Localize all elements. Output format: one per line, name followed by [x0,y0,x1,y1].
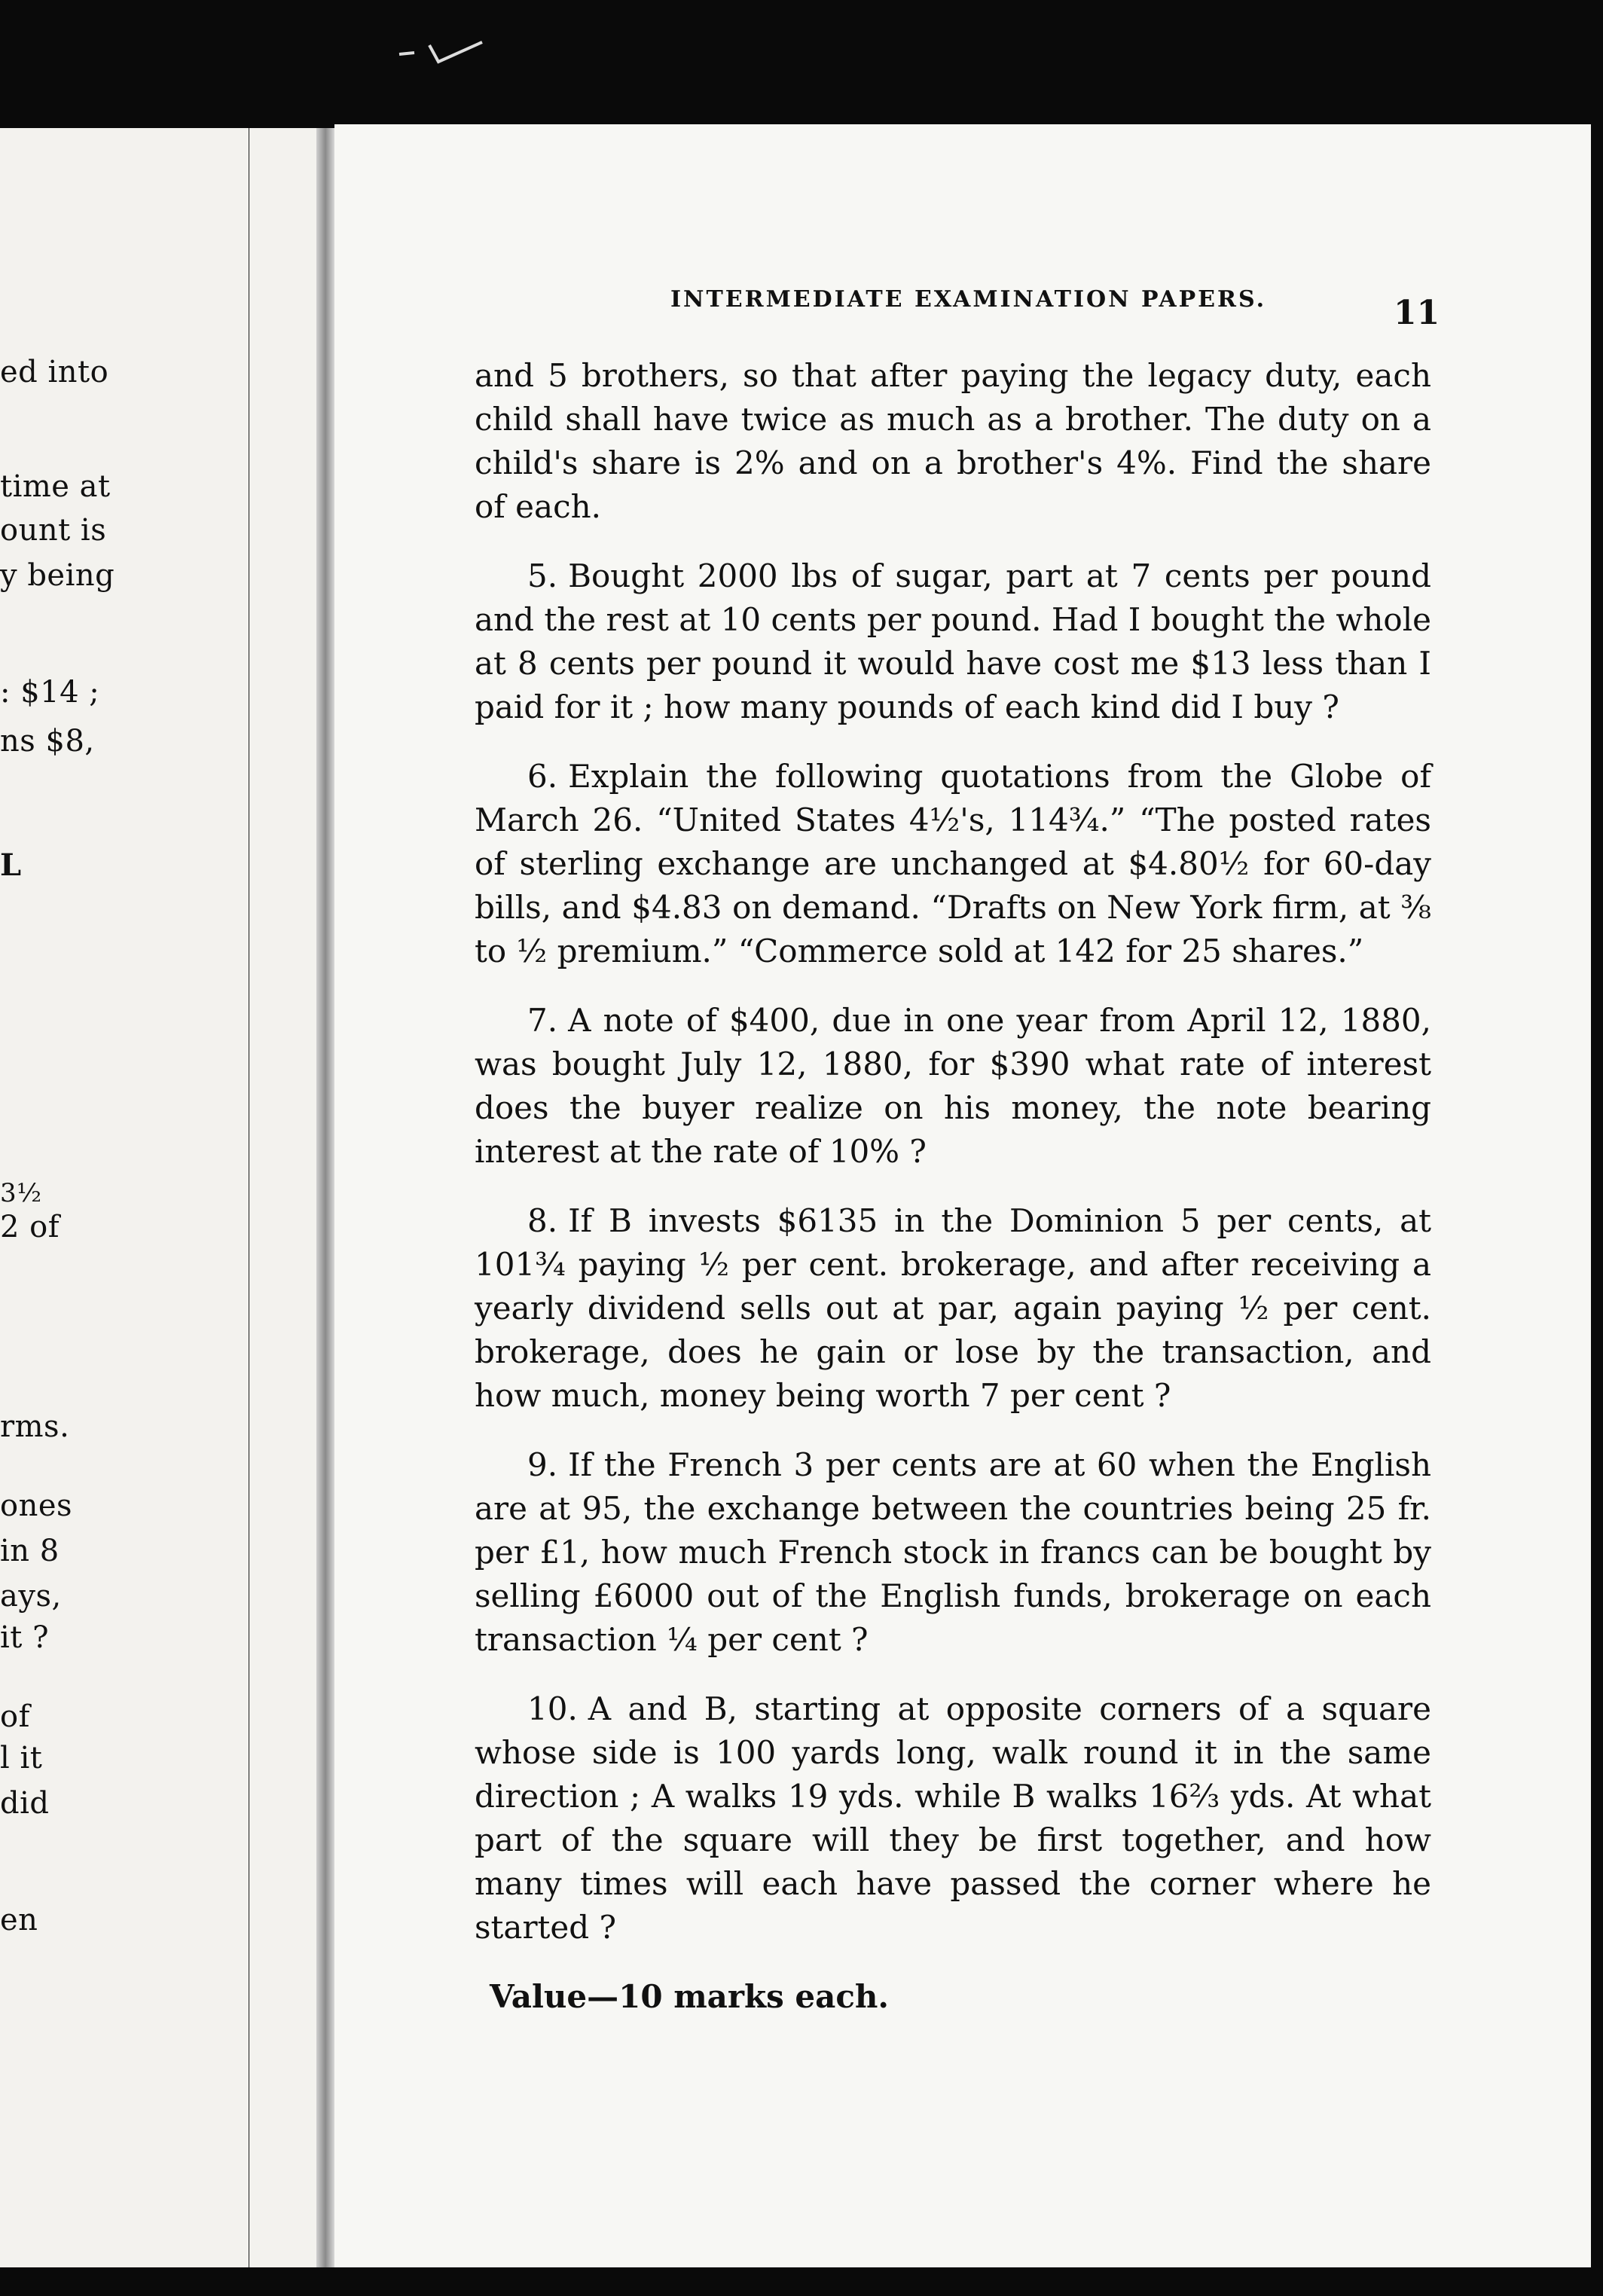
problem-9 [475,1443,1431,1662]
left-fragment: did [0,1786,50,1821]
left-fragment: l it [0,1741,43,1775]
problem-5 [475,554,1431,729]
left-fragment: it ? [0,1620,50,1655]
left-fragment: ns $8, [0,724,95,759]
left-fragment: ones [0,1488,73,1523]
problem-6 [475,755,1431,973]
left-fragment: rms. [0,1409,70,1444]
page-number: 11 [1394,294,1440,332]
problem-text: and 5 brothers, so that after paying the legacy duty, each child shall have twice as much as a brother. The duty on a child's share is 2% and on a brother's 4%. Find the share of each. [475,357,1431,525]
left-fragment: 2 of [0,1210,60,1244]
running-title: INTERMEDIATE EXAMINATION PAPERS. [670,286,1267,313]
problem-text: If B invests $6135 in the Dominion 5 per cents, at 101¾ paying ½ per cent. brokerage, and after receiving a yearly dividend sells out at par, again paying ½ per cent. brokerage, does he gain or lose by the transaction, and how much, money being worth 7 per cent ? [475,1202,1431,1414]
left-page [0,128,316,2267]
problem-text: A note of $400, due in one year from April 12, 1880, was bought July 12, 1880, for $390 what rate of interest does the buyer realize on his money, the note bearing interest at the rate of 10% ? [475,1002,1431,1170]
problem-number: 7. [527,1002,558,1039]
left-fragment: en [0,1903,38,1937]
problem-number: 8. [527,1202,558,1239]
problem-text: Explain the following quotations from the Globe of March 26. “United States 4½'s, 114¾.” “The posted rates of sterling exchange are unchanged at $4.80½ for 60-day bills, and $4.83 on demand. “Drafts on New York firm, at ⅜ to ½ premium.” “Commerce sold at 142 for 25 shares.” [475,758,1431,969]
problem-text: Bought 2000 lbs of sugar, part at 7 cents per pound and the rest at 10 cents per pound. Had I bought the whole at 8 cents per pound it would have cost me $13 less than I paid for it ; how many pounds of each kind did I buy ? [475,557,1431,725]
value-note: Value—10 marks each. [490,1978,890,2015]
left-fragment: in 8 [0,1534,60,1568]
page-body [475,354,1431,2050]
problem-10 [475,1687,1431,1949]
problem-8 [475,1199,1431,1418]
left-fragment: ed into [0,355,109,389]
pencil-mark [392,38,497,68]
left-fragment: ays, [0,1579,62,1614]
left-fragment: time at [0,469,111,504]
problem-text: A and B, starting at opposite corners of a square whose side is 100 yards long, walk round it in the same direction ; A walks 19 yds. while B walks 16⅔ yds. At what part of the square will they be first together, and how many times will each have passed the corner where he started ? [475,1690,1431,1946]
problem-number: 9. [527,1446,558,1483]
left-fragment: : $14 ; [0,675,100,710]
problem-continued [475,354,1431,529]
problem-text: If the French 3 per cents are at 60 when the English are at 95, the exchange between the countries being 25 fr. per £1, how much French stock in francs can be bought by selling £6000 out of the English funds, brokerage on each transaction ¼ per cent ? [475,1446,1431,1658]
left-fragment: y being [0,558,115,593]
problem-7 [475,999,1431,1174]
problem-number: 10. [527,1690,578,1727]
book-gutter [316,128,334,2267]
scan-border [0,2267,1603,2296]
left-fragment: ount is [0,513,107,548]
problem-number: 6. [527,758,558,795]
left-fragment: 3½ [0,1178,42,1208]
problem-number: 5. [527,557,558,594]
left-fragment: L [0,847,22,883]
left-fragment: of [0,1699,30,1734]
